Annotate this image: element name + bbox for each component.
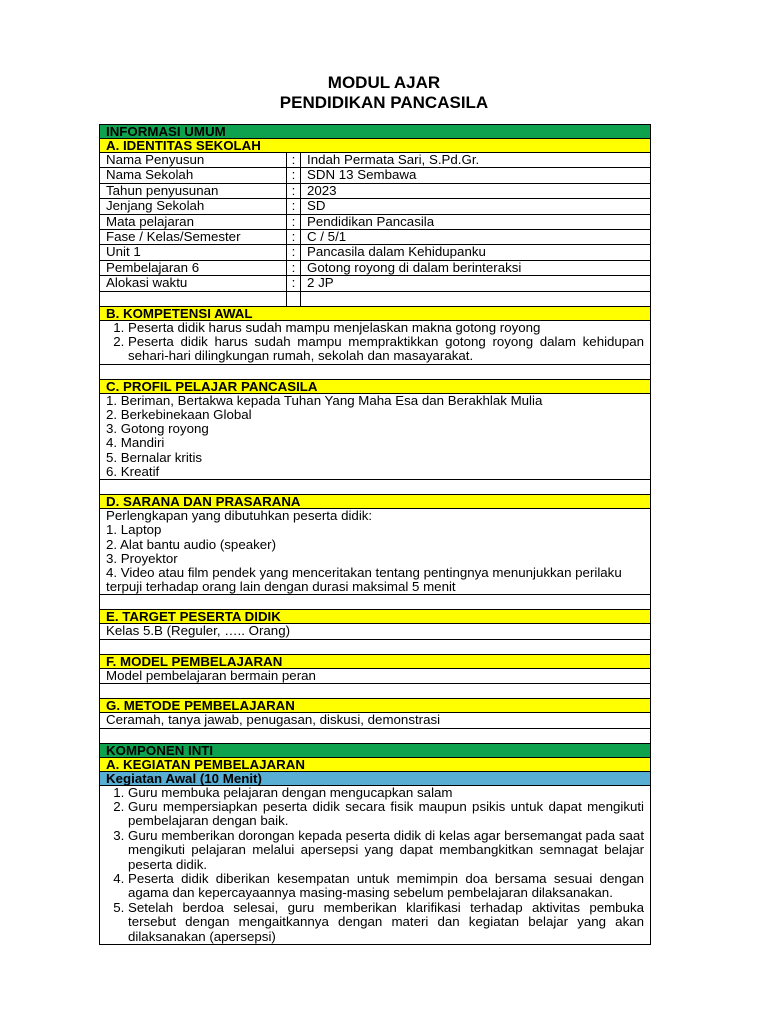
identity-label: Jenjang Sekolah xyxy=(100,199,287,214)
profil-list xyxy=(100,393,651,479)
sarana-list xyxy=(106,523,644,594)
identity-value: Pendidikan Pancasila xyxy=(301,214,651,229)
subsection-header-target: E. TARGET PESERTA DIDIK xyxy=(100,610,651,624)
list-item: 3. Guru memberikan dorongan kepada peserta didik di kelas agar bersemangat pada saat mengikuti pelajaran melalui apersepsi yang dapat membangkitkan semnagat belajar peserta didik. xyxy=(128,829,644,872)
document-subtitle: PENDIDIKAN PANCASILA xyxy=(279,93,489,112)
identity-value: C / 5/1 xyxy=(301,230,651,245)
identity-label: Mata pelajaran xyxy=(100,214,287,229)
identity-separator: : xyxy=(287,245,301,260)
identity-value: 2 JP xyxy=(301,276,651,291)
identity-row xyxy=(100,183,651,198)
identity-separator: : xyxy=(287,230,301,245)
list-item: 5. Setelah berdoa selesai, guru memberikan klarifikasi terhadap aktivitas pembuka tersebut dengan mengaitkannya dengan materi dan kegiatan belajar yang akan dilaksanakan (apersepsi) xyxy=(128,901,644,944)
identity-value: Pancasila dalam Kehidupanku xyxy=(301,245,651,260)
identity-value: 2023 xyxy=(301,183,651,198)
identity-row xyxy=(100,245,651,260)
list-item: 3. Gotong royong xyxy=(106,421,209,437)
identity-separator: : xyxy=(287,168,301,183)
list-item: 2. Berkebinekaan Global xyxy=(106,407,252,423)
kegiatan-awal-content xyxy=(100,785,651,944)
subsection-header-kegiatan: A. KEGIATAN PEMBELAJARAN xyxy=(100,757,651,771)
subsection-header-model: F. MODEL PEMBELAJARAN xyxy=(100,654,651,668)
identity-label: Alokasi waktu xyxy=(100,276,287,291)
identity-label: Nama Penyusun xyxy=(100,153,287,168)
document-title: MODUL AJAR xyxy=(327,73,441,92)
list-item: 1. Peserta didik harus sudah mampu menjelaskan makna gotong royong xyxy=(128,321,644,335)
identity-value: Gotong royong di dalam berinteraksi xyxy=(301,260,651,275)
identity-row xyxy=(100,230,651,245)
kompetensi-awal-content xyxy=(100,320,651,364)
identity-row xyxy=(100,199,651,214)
identity-row xyxy=(100,276,651,291)
model-content: Model pembelajaran bermain peran xyxy=(100,668,651,683)
identity-rows xyxy=(100,153,651,292)
section-header-informasi-umum: INFORMASI UMUM xyxy=(100,125,651,139)
subsection-header-kompetensi-awal: B. KOMPETENSI AWAL xyxy=(100,306,651,320)
list-item: 1. Guru membuka pelajaran dengan mengucapkan salam xyxy=(128,786,644,800)
subsection-header-kegiatan-awal: Kegiatan Awal (10 Menit) xyxy=(100,771,651,785)
identity-label: Nama Sekolah xyxy=(100,168,287,183)
list-item: 2. Guru mempersiapkan peserta didik secara fisik maupun psikis untuk dapat mengikuti pembelajaran dengan baik. xyxy=(128,800,644,829)
identity-separator: : xyxy=(287,260,301,275)
identity-separator: : xyxy=(287,199,301,214)
identity-label: Fase / Kelas/Semester xyxy=(100,230,287,245)
identity-row xyxy=(100,214,651,229)
list-item: 3. Proyektor xyxy=(106,550,178,566)
identity-separator: : xyxy=(287,153,301,168)
subsection-header-profil: C. PROFIL PELAJAR PANCASILA xyxy=(100,379,651,393)
sarana-content xyxy=(100,509,651,595)
metode-content: Ceramah, tanya jawab, penugasan, diskusi, demonstrasi xyxy=(100,713,651,728)
identity-value: Indah Permata Sari, S.Pd.Gr. xyxy=(301,153,651,168)
list-item: 1. Laptop xyxy=(106,522,162,538)
identity-label: Unit 1 xyxy=(100,245,287,260)
list-item: 5. Bernalar kritis xyxy=(106,449,203,465)
sarana-intro: Perlengkapan yang dibutuhkan peserta didik: xyxy=(106,508,373,524)
identity-separator: : xyxy=(287,276,301,291)
list-item: 2. Alat bantu audio (speaker) xyxy=(106,536,277,552)
kompetensi-list xyxy=(106,321,644,364)
identity-row xyxy=(100,153,651,168)
subsection-header-identitas: A. IDENTITAS SEKOLAH xyxy=(100,139,651,153)
identity-label: Tahun penyusunan xyxy=(100,183,287,198)
identity-row xyxy=(100,168,651,183)
list-item: 4. Mandiri xyxy=(106,435,165,451)
identity-value: SD xyxy=(301,199,651,214)
list-item: 4. Video atau film pendek yang menceritakan tentang pentingnya menunjukkan perilaku terpuji terhadap orang lain dengan durasi maksimal 5 menit xyxy=(106,564,622,595)
module-table xyxy=(99,124,651,945)
target-content: Kelas 5.B (Reguler, ….. Orang) xyxy=(100,624,651,639)
section-header-komponen-inti: KOMPONEN INTI xyxy=(100,743,651,757)
identity-label: Pembelajaran 6 xyxy=(100,260,287,275)
list-item: 6. Kreatif xyxy=(106,463,160,479)
identity-separator: : xyxy=(287,214,301,229)
subsection-header-sarana: D. SARANA DAN PRASARANA xyxy=(100,495,651,509)
kegiatan-awal-list xyxy=(106,786,644,944)
identity-row xyxy=(100,260,651,275)
list-item: 1. Beriman, Bertakwa kepada Tuhan Yang Maha Esa dan Berakhlak Mulia xyxy=(106,392,543,408)
identity-value: SDN 13 Sembawa xyxy=(301,168,651,183)
identity-separator: : xyxy=(287,183,301,198)
list-item: 2. Peserta didik harus sudah mampu mempraktikkan gotong royong dalam kehidupan sehari-hari dilingkungan rumah, sekolah dan masayarakat. xyxy=(128,335,644,364)
subsection-header-metode: G. METODE PEMBELAJARAN xyxy=(100,699,651,713)
list-item: 4. Peserta didik diberikan kesempatan untuk memimpin doa bersama sesuai dengan agama dan kepercayaannya masing-masing sebelum pembelajaran dilaksanakan. xyxy=(128,872,644,901)
